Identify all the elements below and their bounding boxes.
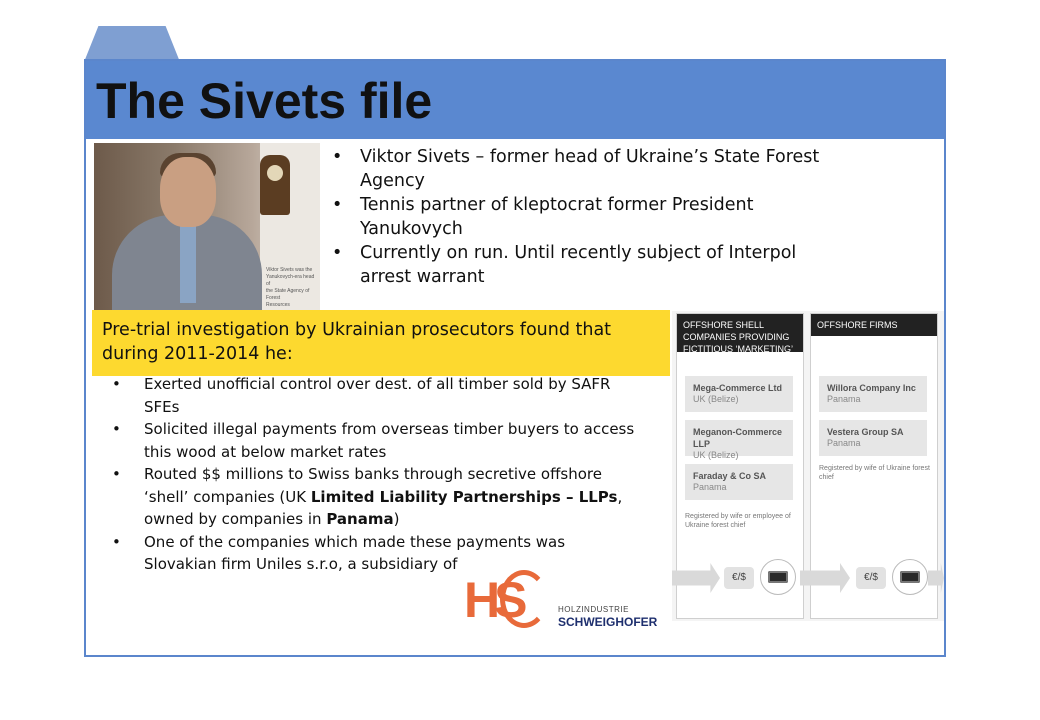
finding-bullet — [112, 463, 642, 531]
photo-caption-line: Yanukovych-era head of — [266, 274, 315, 287]
finding-bold-text: Panama — [326, 510, 394, 528]
clock-icon — [260, 155, 290, 215]
column-header: OFFSHORE SHELL COMPANIES PROVIDING FICTITIOUS ‘MARKETING’ SERVICES — [677, 314, 803, 352]
column-note: Registered by wife or employee of Ukraine forest chief — [685, 513, 791, 529]
company-country: UK (Belize) — [693, 450, 739, 460]
company-name: Faraday & Co SA — [693, 471, 767, 481]
finding-bullet: • One of the companies which made these payments was Slovakian firm Uniles s.r.o, a subsidiary of — [112, 531, 642, 576]
company-country: Panama — [693, 482, 727, 492]
photo-tie — [180, 223, 196, 303]
company-box — [685, 376, 793, 412]
company-box — [685, 420, 793, 460]
photo-face — [160, 157, 216, 227]
finding-text: , owned by companies in — [144, 487, 623, 528]
column-header: OFFSHORE FIRMS — [811, 314, 937, 336]
banknote-icon — [892, 559, 928, 595]
money-flow-diagram — [672, 311, 944, 621]
company-box — [819, 420, 927, 456]
logo-line2: SCHWEIGHOFER — [558, 615, 658, 629]
column-note: Registered by wife of Ukraine forest chief — [819, 465, 930, 481]
company-name: Willora Company Inc — [827, 383, 916, 393]
photo-caption-line: the State Agency of Forest — [266, 288, 310, 301]
company-box — [819, 376, 927, 412]
intro-bullet: • Currently on run. Until recently subject of Interpol arrest warrant — [332, 241, 852, 289]
company-name: Mega-Commerce Ltd — [693, 383, 783, 393]
company-country: UK (Belize) — [693, 394, 739, 404]
finding-text: ) — [393, 510, 400, 528]
photo-caption — [266, 267, 318, 309]
company-name: Vestera Group SA — [827, 427, 904, 437]
currency-label: €/$ — [856, 567, 886, 589]
logo-line1: HOLZINDUSTRIE — [558, 605, 629, 614]
logo-mark: HS — [464, 572, 522, 628]
slide — [84, 59, 946, 657]
photo-caption-line: Resources — [266, 302, 290, 308]
highlight-box: Pre-trial investigation by Ukrainian prosecutors found that during 2011-2014 he: — [92, 310, 670, 376]
schweighofer-logo — [464, 569, 658, 633]
title-tab-decoration — [84, 26, 180, 62]
currency-label: €/$ — [724, 567, 754, 589]
intro-bullet: • Tennis partner of kleptocrat former President Yanukovych — [332, 193, 852, 241]
company-name: Meganon-Commerce LLP — [693, 427, 783, 449]
photo-caption-line: Viktor Sivets was the — [266, 267, 313, 273]
portrait-photo — [94, 143, 320, 311]
finding-bullet: • Exerted unofficial control over dest. of all timber sold by SAFR SFEs — [112, 373, 642, 418]
finding-bullet: • Solicited illegal payments from overseas timber buyers to access this wood at below market rates — [112, 418, 642, 463]
banknote-icon — [760, 559, 796, 595]
title-bar — [86, 61, 944, 139]
finding-bold-text: Limited Liability Partnerships – LLPs — [310, 487, 618, 506]
intro-bullet: • Viktor Sivets – former head of Ukraine’s State Forest Agency — [332, 145, 852, 193]
intro-bullet-list — [332, 145, 852, 289]
slide-title: The Sivets file — [96, 73, 433, 129]
finding-text: Routed $$ millions to Swiss banks through secretive offshore ‘shell’ companies (UK — [144, 465, 602, 506]
company-country: Panama — [827, 438, 861, 448]
company-box — [685, 464, 793, 500]
findings-bullet-list — [112, 373, 642, 576]
company-country: Panama — [827, 394, 861, 404]
